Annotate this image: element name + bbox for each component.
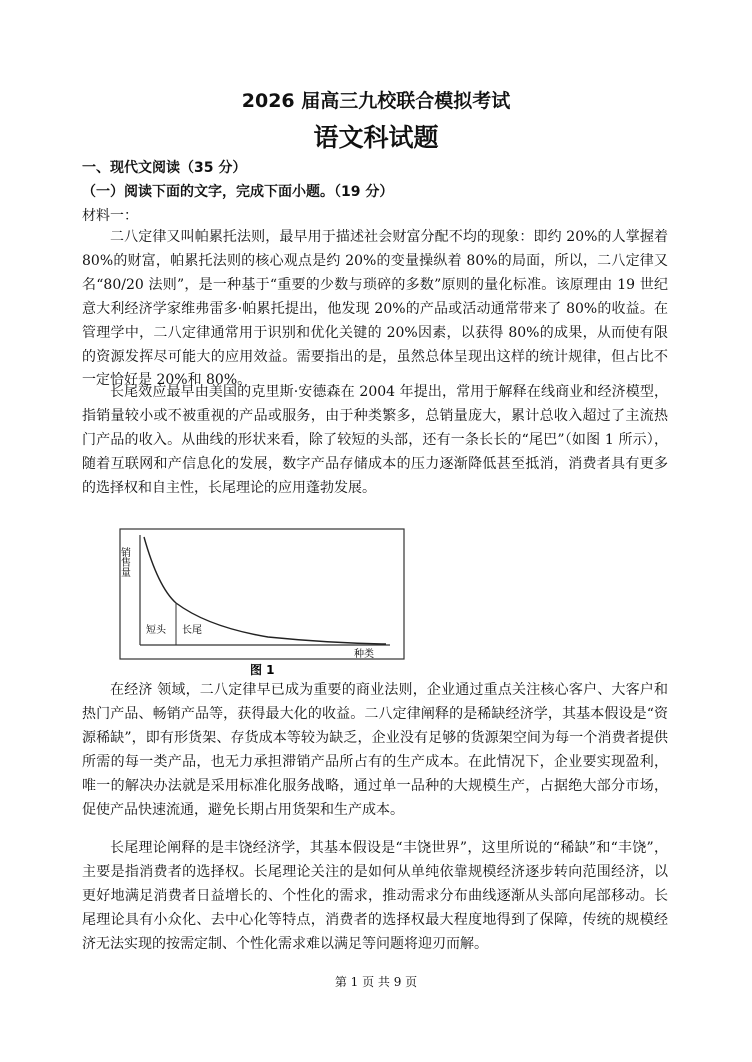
x-axis-label: 种类 [354,649,374,660]
sub-heading: （一）阅读下面的文字，完成下面小题。（19 分） [82,184,394,200]
figure-frame [120,529,404,659]
page-footer: 第 1 页 共 9 页 [334,975,418,989]
head-label: 短头 [146,625,166,636]
figure-caption: 图 1 [250,663,275,677]
tail-label: 长尾 [182,625,202,636]
paragraph-pareto: 二八定律又叫帕累托法则，最早用于描述社会财富分配不均的现象：即约 20%的人掌握着 80%的财富，帕累托法则的核心观点是约 20%的变量操纵着 80%的局面，所以，二八定律又名“80/20 法则”，是一种基于“重要的少数与琐碎的多数”原则的量化标准。该原理由 19 世纪意大利经济学家维弗雷多·帕累托提出，他发现 20%的产品或活动通常带来了 80%的收益。在管理学中，二八定律通常用于识别和优化关键的 20%因素，以获得 80%的成果，从而使有限的资源发挥尽可能大的应用效益。需要指出的是，虽然总体呈现出这样的统计规律，但占比不一定恰好是 20%和 80%。 [82,229,668,389]
part-heading: 一、现代文阅读（35 分） [82,160,247,176]
paragraph-abundance: 长尾理论阐释的是丰饶经济学，其基本假设是“丰饶世界”，这里所说的“稀缺”和“丰饶”，主要是指消费者的选择权。长尾理论关注的是如何从单纯依靠规模经济逐步转向范围经济，以更好地满足消费者日益增长的、个性化的需求，推动需求分布曲线逐渐从头部向尾部移动。长尾理论具有小众化、去中心化等特点，消费者的选择权最大程度地得到了保障，传统的规模经济无法实现的按需定制、个性化需求难以满足等问题将迎刃而解。 [82,840,668,952]
subject-title: 语文科试题 [313,123,439,152]
long-tail-diagram [118,527,406,677]
exam-title: 2026 届高三九校联合模拟考试 [241,90,511,112]
figure-1 [118,527,406,677]
paragraph-long-tail: 长尾效应最早由美国的克里斯·安德森在 2004 年提出，常用于解释在线商业和经济模型，指销量较小或不被重视的产品或服务，由于种类繁多，总销量庞大，累计总收入超过了主流热门产品的收入。从曲线的形状来看，除了较短的头部，还有一条长长的“尾巴”（如图 1 所示），随着互联网和产信息化的发展，数字产品存储成本的压力逐渐降低甚至抵消，消费者具有更多的选择权和自主性，长尾理论的应用蓬勃发展。 [82,384,668,496]
y-axis-label: 销售量 [118,547,130,577]
material-label: 材料一： [82,208,138,224]
paragraph-economy: 在经济 领域，二八定律早已成为重要的商业法则，企业通过重点关注核心客户、大客户和热门产品、畅销产品等，获得最大化的收益。二八定律阐释的是稀缺经济学，其基本假设是“资源稀缺”，即有形货架、存货成本等较为缺乏，企业没有足够的货源架空间为每一个消费者提供所需的每一类产品，也无力承担滞销产品所占有的生产成本。在此情况下，企业要实现盈利，唯一的解决办法就是采用标准化服务战略，通过单一品种的大规模生产，占据绝大部分市场，促使产品快速流通，避免长期占用货架和生产成本。 [82,682,668,818]
